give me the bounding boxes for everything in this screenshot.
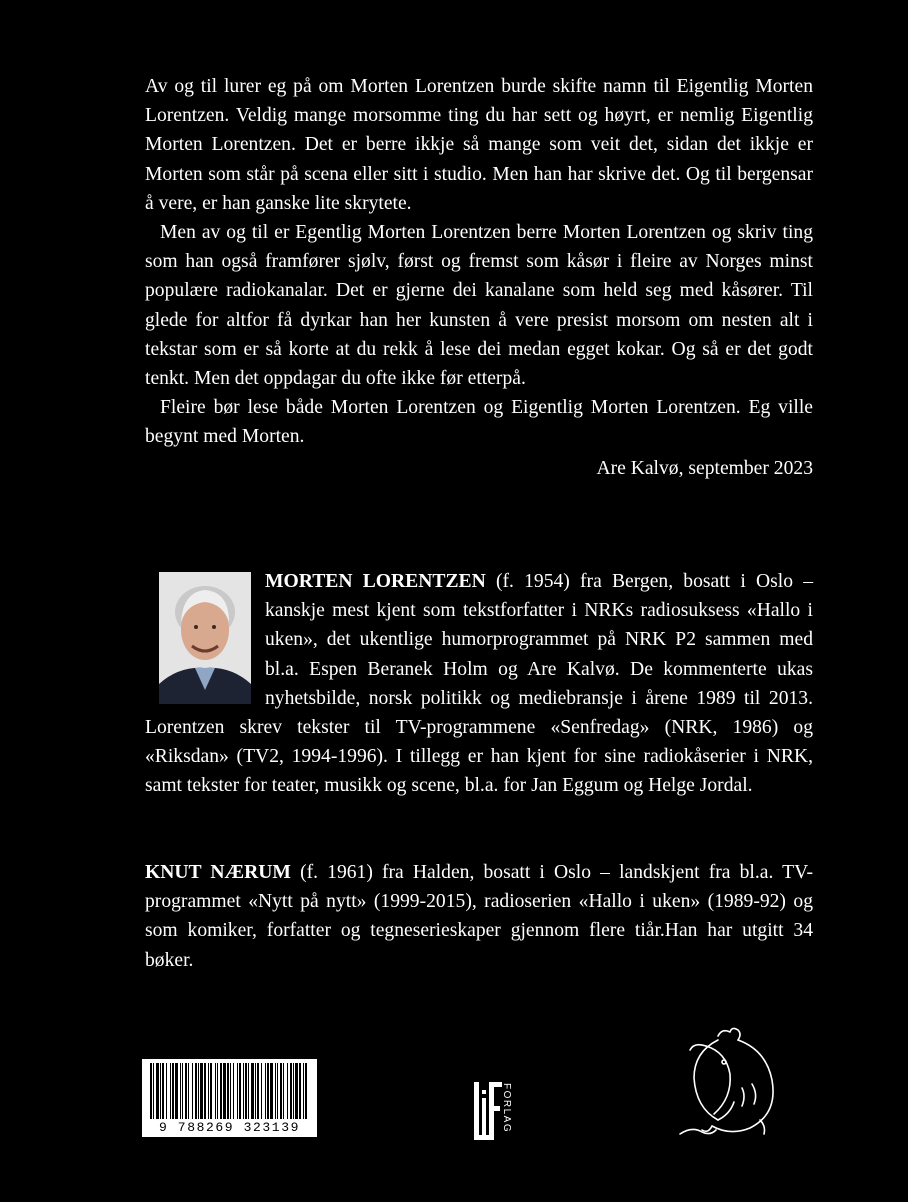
barcode-bar <box>182 1063 183 1119</box>
barcode-bar <box>188 1063 189 1119</box>
barcode-bar <box>180 1063 181 1119</box>
barcode-bar <box>230 1063 231 1119</box>
barcode-bar <box>261 1063 262 1119</box>
barcode-bar <box>245 1063 247 1119</box>
barcode-bar <box>295 1063 298 1119</box>
bio-text-morten: (f. 1954) fra Bergen, bosatt i Oslo – kanskje mest kjent som tekstforfatter i NRKs radiosuksess «Hallo i uken», det ukentlige humorprogrammet på NRK P2 sammen med bl.a. Espen Beranek Holm og Are Kalvø. De kommenterte ukas nyhetsbilde, norsk politikk og mediebransje i årene 1989 til 2013. Lorentzen skrev tekster til TV-programmene «Senfredag» (NRK, 1986) og «Riksdan» (TV2, 1994-1996). I tillegg er han kjent for sine radiokåserier i NRK, samt tekster for teater, musikk og scene, bl.a. for Jan Eggum og Helge Jordal. <box>145 571 813 797</box>
bio-text-knut: (f. 1961) fra Halden, bosatt i Oslo – landskjent fra bl.a. TV-programmet «Nytt på nytt» (1999-2015), radioserien «Hallo i uken» (1989-92) og som komiker, forfatter og tegneserieskaper gjennom flere tiår.Han har utgitt 34 bøker. <box>145 862 813 971</box>
barcode-bar <box>233 1063 234 1119</box>
barcode-bar <box>210 1063 212 1119</box>
isbn-barcode <box>142 1059 317 1137</box>
barcode-bar <box>208 1063 209 1119</box>
barcode-bar <box>248 1063 249 1119</box>
blurb-paragraph-3: Fleire bør lese både Morten Lorentzen og Eigentlig Morten Lorentzen. Eg ville begynt med Morten. <box>145 397 813 448</box>
barcode-bar <box>303 1063 304 1119</box>
barcode-bar <box>277 1063 278 1119</box>
barcode-bar <box>290 1063 292 1119</box>
barcode-bar <box>192 1063 193 1119</box>
author-bio-knut <box>145 858 813 975</box>
barcode-bar <box>153 1063 154 1119</box>
barcode-bar <box>198 1063 199 1119</box>
barcode-bar <box>227 1063 229 1119</box>
barcode-bar <box>150 1063 152 1119</box>
barcode-bar <box>215 1063 216 1119</box>
author-portrait-icon <box>159 572 251 704</box>
author-photo <box>159 572 251 704</box>
barcode-bar <box>293 1063 294 1119</box>
barcode-bar <box>170 1063 171 1119</box>
barcode-bar <box>270 1063 273 1119</box>
bio-name-morten: MORTEN LORENTZEN <box>265 571 486 592</box>
blurb-paragraph-1: Av og til lurer eg på om Morten Lorentzen burde skifte namn til Eigentlig Morten Lorentzen. Veldig mange morsomme ting du har sett og høyrt, er nemlig Eigentlig Morten Lorentzen. Det er berre ikkje så mange som veit det, sidan det ikkje er Morten som står på scena eller sitt i studio. Men han har skrive det. Og til bergensar å vere, er han ganske lite skrytete. <box>145 76 813 214</box>
barcode-bar <box>255 1063 256 1119</box>
barcode-bar <box>204 1063 206 1119</box>
lif-logo-icon <box>474 1082 502 1140</box>
barcode-bar <box>243 1063 244 1119</box>
barcode-bar <box>257 1063 259 1119</box>
barcode-bar <box>166 1063 167 1119</box>
bio-name-knut: KNUT NÆRUM <box>145 862 291 883</box>
barcode-bar <box>305 1063 307 1119</box>
barcode-bar <box>223 1063 226 1119</box>
moon-illustration <box>672 1022 784 1140</box>
barcode-bar <box>275 1063 276 1119</box>
barcode-bar <box>239 1063 241 1119</box>
barcode-bar <box>299 1063 301 1119</box>
barcode-bar <box>172 1063 174 1119</box>
barcode-bar <box>220 1063 222 1119</box>
crescent-moon-icon <box>672 1022 784 1140</box>
barcode-bar <box>267 1063 269 1119</box>
back-cover-blurb <box>145 72 813 483</box>
barcode-bars-icon <box>142 1063 317 1123</box>
barcode-bar <box>287 1063 288 1119</box>
barcode-bar <box>156 1063 159 1119</box>
barcode-bar <box>251 1063 254 1119</box>
barcode-bar <box>283 1063 284 1119</box>
barcode-bar <box>200 1063 203 1119</box>
barcode-bar <box>265 1063 266 1119</box>
barcode-number: 9 788269 323139 <box>158 1120 301 1135</box>
barcode-bar <box>195 1063 197 1119</box>
publisher-logo <box>474 1082 526 1140</box>
barcode-bar <box>237 1063 238 1119</box>
barcode-bar <box>175 1063 178 1119</box>
author-bio-morten <box>145 567 813 801</box>
barcode-bar <box>280 1063 282 1119</box>
barcode-bar <box>185 1063 187 1119</box>
publisher-forlag-label: FORLAG <box>501 1083 512 1134</box>
blurb-signature: Are Kalvø, september 2023 <box>596 457 813 479</box>
barcode-bar <box>162 1063 164 1119</box>
blurb-paragraph-2: Men av og til er Egentlig Morten Lorentzen berre Morten Lorentzen og skriv ting som han også framfører sjølv, først og fremst som kåsør i fleire av Norges minst populære radiokanalar. Det er gjerne dei kanalane som held seg med kåsører. Til glede for altfor få dyrkar han her kunsten å vere presist morsom om nesten alt i tekstar som er så korte at du rekk å lese dei medan egget kokar. Og så er det godt tenkt. Men det oppdagar du ofte ikke før etterpå. <box>145 222 813 390</box>
barcode-bar <box>160 1063 161 1119</box>
barcode-bar <box>217 1063 218 1119</box>
